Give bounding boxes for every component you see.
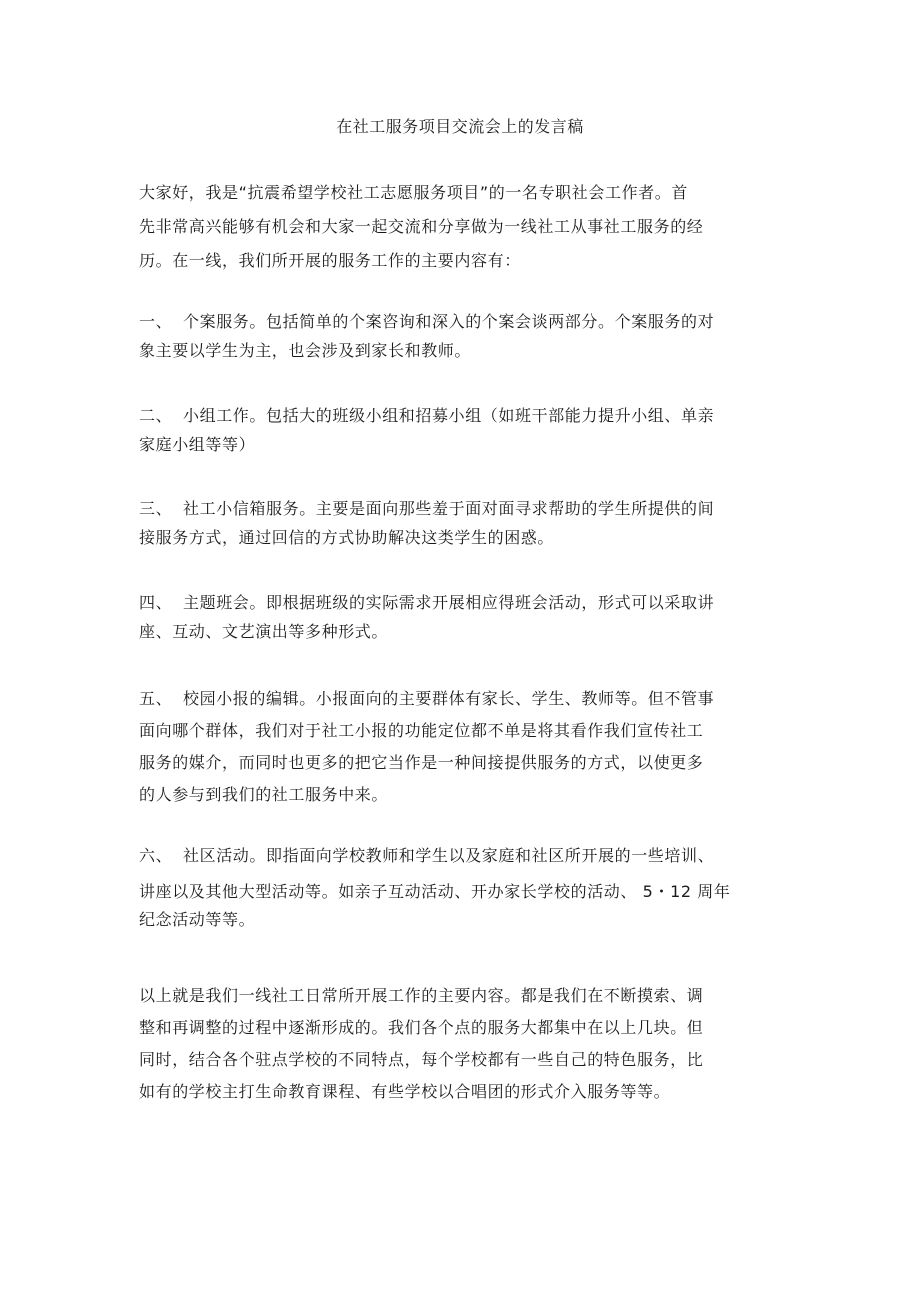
text-line: 同时，结合各个驻点学校的不同特点，每个学校都有一些自己的特色服务，比 [139,1050,704,1069]
item-number: 二、 [139,406,173,425]
text-line: 大家好，我是“抗震希望学校社工志愿服务项目”的一名专职社会工作者。首 [139,183,688,202]
intro-paragraph [139,182,779,272]
text-line: 以上就是我们一线社工日常所开展工作的主要内容。都是我们在不断摸索、调 [139,986,704,1005]
text-line: 校园小报的编辑。小报面向的主要群体有家长、学生、教师等。但不管事 [183,689,715,708]
text-line: 家庭小组等等） [139,435,256,454]
list-item [139,845,779,931]
list-item [139,688,779,806]
text-line: 整和再调整的过程中逐渐形成的。我们各个点的服务大都集中在以上几块。但 [139,1018,704,1037]
text-line: 社工小信箱服务。主要是面向那些羞于面对面寻求帮助的学生所提供的间 [183,499,715,518]
document-title: 在社工服务项目交流会上的发言稿 [336,117,584,136]
item-number: 四、 [139,593,173,612]
list-item [139,311,779,362]
text-line: 纪念活动等等。 [139,910,256,929]
item-number: 一、 [139,312,173,331]
text-line: 个案服务。包括简单的个案咨询和深入的个案会谈两部分。个案服务的对 [183,312,715,331]
text-line: 面向哪个群体，我们对于社工小报的功能定位都不单是将其看作我们宣传社工 [139,721,704,740]
text-line: 接服务方式，通过回信的方式协助解决这类学生的困惑。 [139,528,555,547]
text-line: 小组工作。包括大的班级小组和招募小组（如班干部能力提升小组、单亲 [183,406,715,425]
text-line: 先非常高兴能够有机会和大家一起交流和分享做为一线社工从事社工服务的经 [139,217,704,236]
list-item [139,498,779,549]
item-number: 六、 [139,846,173,865]
text-line: 讲座以及其他大型活动等。如亲子互动活动、开办家长学校的活动、 5・12 周年 [139,882,731,901]
text-line: 的人参与到我们的社工服务中来。 [139,785,389,804]
text-line: 服务的媒介，而同时也更多的把它当作是一种间接提供服务的方式，以使更多 [139,753,704,772]
list-item [139,405,779,456]
closing-paragraph [139,985,779,1103]
item-number: 五、 [139,689,173,708]
list-item [139,592,779,643]
text-line: 如有的学校主打生命教育课程、有些学校以合唱团的形式介入服务等等。 [139,1082,671,1101]
text-line: 座、互动、文艺演出等多种形式。 [139,622,389,641]
text-line: 主题班会。即根据班级的实际需求开展相应得班会活动，形式可以采取讲 [183,593,715,612]
text-line: 象主要以学生为主，也会涉及到家长和教师。 [139,341,472,360]
text-line: 历。在一线，我们所开展的服务工作的主要内容有： [139,251,521,270]
text-line: 社区活动。即指面向学校教师和学生以及家庭和社区所开展的一些培训、 [183,846,715,865]
item-number: 三、 [139,499,173,518]
